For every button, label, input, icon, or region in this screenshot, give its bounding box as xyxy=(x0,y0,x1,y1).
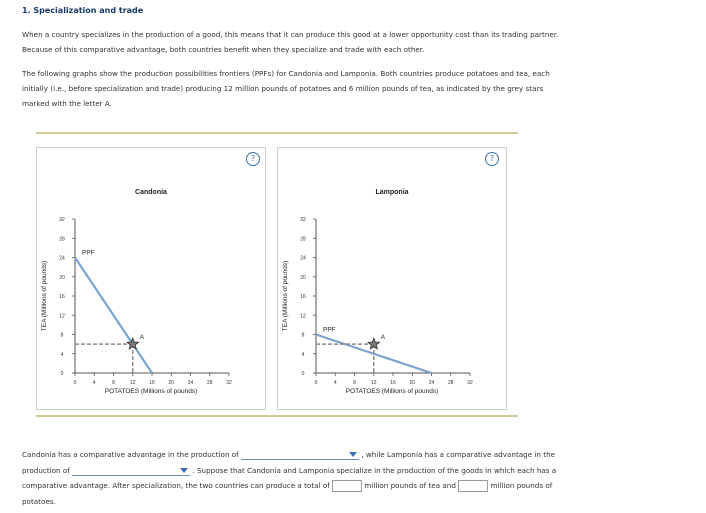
y-tick-label: 32 xyxy=(300,217,306,223)
question-line xyxy=(22,463,582,479)
y-tick-label: 24 xyxy=(300,255,306,262)
y-axis-label: TEA (Millions of pounds) xyxy=(41,260,48,332)
y-tick-label: 32 xyxy=(59,217,65,223)
ppf-line xyxy=(75,258,152,374)
y-tick-label: 16 xyxy=(300,294,306,300)
chevron-down-icon xyxy=(349,452,357,457)
y-tick-label: 0 xyxy=(60,371,64,377)
y-tick-label: 16 xyxy=(59,294,65,300)
question-fragment: production of xyxy=(22,465,70,475)
graphs-line: marked with the letter A. xyxy=(22,99,112,108)
x-axis-label: POTATOES (Millions of pounds) xyxy=(104,388,198,395)
y-tick-label: 12 xyxy=(59,313,65,320)
y-tick-label: 28 xyxy=(59,236,65,243)
x-tick-label: 20 xyxy=(409,380,416,386)
intro-line: Because of this comparative advantage, both countries benefit when they specialize and trade with each other. xyxy=(22,45,425,54)
x-tick-label: 16 xyxy=(390,380,396,386)
x-tick-label: 32 xyxy=(226,380,232,386)
x-tick-label: 24 xyxy=(187,380,194,386)
lamponia-ppf-chart[interactable] xyxy=(278,148,506,409)
question-line xyxy=(22,478,582,494)
y-tick-label: 8 xyxy=(301,332,305,339)
x-tick-label: 12 xyxy=(129,380,136,386)
x-tick-label: 0 xyxy=(314,380,318,386)
question-line xyxy=(22,447,582,463)
candonia-graph-panel xyxy=(36,147,266,410)
x-tick-label: 8 xyxy=(353,380,356,386)
y-tick-label: 8 xyxy=(60,332,64,339)
question-line xyxy=(22,494,582,510)
question-fragment: . Suppose that Candonia and Lamponia specialize in the production of the goods in which each has a xyxy=(192,465,557,475)
point-a-label: A xyxy=(380,334,386,342)
page-title: 1. Specialization and trade xyxy=(22,6,144,15)
help-icon[interactable]: ? xyxy=(246,152,260,166)
bottom-divider xyxy=(36,415,518,417)
lamponia-advantage-dropdown[interactable] xyxy=(72,466,190,476)
question-fragment: comparative advantage. After specialization, the two countries can produce a total of xyxy=(22,481,330,490)
y-tick-label: 4 xyxy=(301,351,305,358)
x-axis-label: POTATOES (Millions of pounds) xyxy=(345,388,439,395)
tea-total-input[interactable] xyxy=(332,480,362,492)
graphs-paragraph xyxy=(22,66,662,111)
x-tick-label: 24 xyxy=(428,380,435,386)
y-tick-label: 28 xyxy=(300,236,306,243)
y-tick-label: 24 xyxy=(59,255,65,262)
question-fragment: million pounds of xyxy=(490,481,553,490)
question-fragment: million pounds of tea and xyxy=(364,481,456,490)
potatoes-total-input[interactable] xyxy=(458,480,488,492)
y-tick-label: 12 xyxy=(300,313,306,320)
y-tick-label: 0 xyxy=(301,371,305,377)
ppf-label: PPF xyxy=(82,249,95,257)
x-tick-label: 0 xyxy=(73,380,77,386)
ppf-label: PPF xyxy=(323,326,336,334)
x-tick-label: 32 xyxy=(467,380,473,386)
chevron-down-icon xyxy=(180,468,188,473)
intro-line: When a country specializes in the production of a good, this means that it can produce this good at a lower opportunity cost than its trading partner. xyxy=(22,30,559,39)
chart-title: Lamponia xyxy=(375,189,409,196)
candonia-advantage-dropdown[interactable] xyxy=(241,450,359,460)
graphs-line: initially (i.e., before specialization and trade) producing 12 million pounds of potatoes and 6 million pounds of tea, as indicated by the grey stars xyxy=(22,84,544,93)
question-text xyxy=(22,447,582,509)
help-icon[interactable]: ? xyxy=(485,152,499,166)
x-tick-label: 8 xyxy=(112,380,115,386)
x-tick-label: 28 xyxy=(206,380,213,386)
y-tick-label: 4 xyxy=(60,351,64,358)
lamponia-graph-panel xyxy=(277,147,507,410)
x-tick-label: 28 xyxy=(447,380,454,386)
x-tick-label: 16 xyxy=(149,380,155,386)
x-tick-label: 20 xyxy=(168,380,175,386)
graphs-line: The following graphs show the production possibilities frontiers (PPFs) for Candonia and Lamponia. Both countries produce potatoes and tea, each xyxy=(22,69,550,78)
y-axis-label: TEA (Millions of pounds) xyxy=(282,260,289,332)
x-tick-label: 4 xyxy=(92,380,96,386)
question-fragment: Candonia has a comparative advantage in the production of xyxy=(22,450,239,459)
x-tick-label: 12 xyxy=(370,380,377,386)
y-tick-label: 20 xyxy=(300,274,306,281)
top-divider xyxy=(36,132,518,134)
question-fragment: , while Lamponia has a comparative advantage in the xyxy=(361,450,556,459)
chart-title: Candonia xyxy=(135,189,167,196)
x-tick-label: 4 xyxy=(333,380,337,386)
candonia-ppf-chart[interactable] xyxy=(37,148,265,409)
intro-paragraph xyxy=(22,27,662,57)
question-fragment: potatoes. xyxy=(22,496,56,506)
y-tick-label: 20 xyxy=(59,274,65,281)
point-a-label: A xyxy=(139,334,145,342)
